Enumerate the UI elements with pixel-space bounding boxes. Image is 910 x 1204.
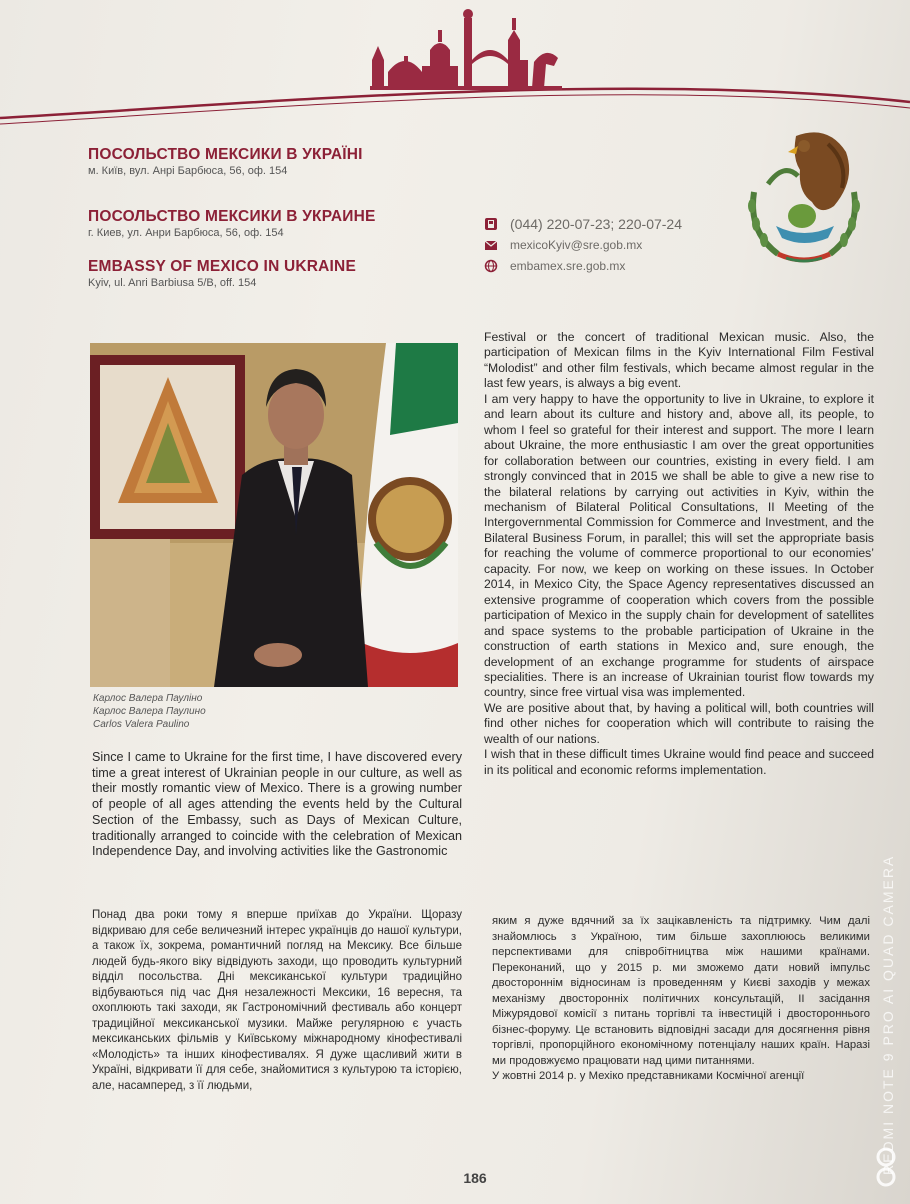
mexico-coat-of-arms-image bbox=[738, 122, 870, 272]
caption-en: Carlos Valera Paulino bbox=[93, 719, 190, 730]
photo-caption bbox=[93, 692, 206, 731]
ukrainian-text-right bbox=[492, 914, 870, 1085]
email-link[interactable]: mexicoKyiv@sre.gob.mx bbox=[510, 238, 643, 252]
english-text-right bbox=[484, 330, 874, 778]
phone-icon bbox=[484, 217, 498, 231]
paragraph: У жовтні 2014 р. у Мехіко представниками Космічної агенції bbox=[492, 1070, 805, 1082]
ambassador-photo bbox=[90, 343, 458, 687]
paragraph: яким я дуже вдячний за їх зацікавленість та підтримку. Чим далі знайомлюсь з Україною, тим більше захоплююсь великими перспективами для співробітництва між нашими країнами. Переконаний, що у 2015 р. ми зможемо дати новий імпульс двостороннім відносинам із проведенням у Києві заходів у межах механізму двосторонніх політичних консультацій, II засідання Міжурядової комісії з питань торгівлі та інвестицій і двостороннього бізнес-форуму. Це встановить відповідні засади для досягнення рівня торгівлі, пропорційного економічному потенціалу наших країн. Наразі ми продовжуємо працювати над цими питаннями. bbox=[492, 915, 870, 1067]
paragraph: I wish that in these difficult times Ukraine would find peace and succeed in its political and economic reforms implementation. bbox=[484, 747, 874, 777]
page-number: 186 bbox=[463, 1170, 487, 1186]
website-row bbox=[484, 256, 682, 276]
ukrainian-text-left bbox=[92, 908, 462, 1094]
paragraph: I am very happy to have the opportunity to live in Ukraine, to explore it and learn about its culture and history and, above all, its people, to whom I feel so grateful for their interest and support. The more I learn about Ukraine, the more enthusiastic I am over the great opportunities for collaboration between our countries, existing in every field. I am strongly convinced that in 2015 we shall be able to give a new rise to the bilateral relations by carrying out activities in Kyiv, within the mechanism of Bilateral Political Consultations, II Meeting of the Intergovernmental Commission for Commerce and Investment, and the Bilateral Business Forum, in parallel; this will set the appropriate basis for reaching the volume of commerce proportional to our economies’ capacity. For now, we keep on working on these issues. In October 2014, in Mexico City, the Space Agency representatives discussed an extensive programme of cooperation which covers from the possible participation of Mexico in the supply chain for development of satellites and space systems to the probable participation of Ukraine in the construction of earth stations in Mexico and, sure enough, the development of an exchange programme for students of airspace specialities. There is an increase of Ukrainian tourist flow towards my country, since free virtual visa was implemented. bbox=[484, 391, 874, 700]
header-skyline-decoration bbox=[0, 0, 910, 130]
paragraph: Festival or the concert of traditional Mexican music. Also, the participation of Mexican films in the Kyiv International Film Festival “Molodist” and other film festivals, which became almost regular in the last few years, is always a big event. bbox=[484, 330, 874, 391]
caption-ru: Карлос Валера Паулино bbox=[93, 706, 206, 717]
embassy-block-en bbox=[88, 258, 356, 289]
website-link[interactable]: embamex.sre.gob.mx bbox=[510, 259, 626, 273]
envelope-icon bbox=[484, 238, 498, 252]
contacts-block bbox=[484, 214, 682, 277]
globe-icon bbox=[484, 259, 498, 273]
embassy-address-ru: г. Киев, ул. Анри Барбюса, 56, оф. 154 bbox=[88, 227, 284, 239]
email-row bbox=[484, 235, 682, 255]
english-text-left bbox=[92, 750, 462, 860]
embassy-address-en: Kyiv, ul. Anri Barbiusa 5/B, off. 154 bbox=[88, 277, 257, 289]
camera-watermark: REDMI NOTE 9 PRO AI QUAD CAMERA bbox=[880, 854, 896, 1175]
embassy-block-ru bbox=[88, 208, 376, 239]
paragraph: Since I came to Ukraine for the first time, I have discovered every time a great interest of Ukrainian people in our culture, as well as their mostly romantic view of Mexico. There is a growing number of people of all ages attending the events held by the Cultural Section of the Embassy, such as Days of Mexican Culture, traditionally arranged to coincide with the celebration of Mexican Independence Day, and involving activities like the Gastronomic bbox=[92, 750, 462, 859]
phone-row bbox=[484, 214, 682, 234]
caption-ua: Карлос Валера Пауліно bbox=[93, 693, 203, 704]
embassy-block-ua bbox=[88, 146, 363, 177]
paragraph: Понад два роки тому я вперше приїхав до України. Щоразу відкриваю для себе величезний інтерес українців до нашої культури, а також їх, зокрема, романтичний погляд на Мексику. Все більше людей будь-якого віку відвідують заходи, що проводить культурний відділ посольства. Дні мексиканської культури традиційно відбуваються під час Дня незалежності Мексики, 16 вересня, та охоплюють такі заходи, як Гастрономічний фестиваль або концерт традиційної мексиканської музики. Майже регулярною є участь мексиканських фільмів у Київському міжнародному кінофестивалі «Молодість» та інших кінофестивалях. Я дуже щасливий жити в Україні, відкривати її для себе, знайомитися з культурою та історією, але, насамперед, з її людьми, bbox=[92, 909, 462, 1092]
camera-logo-icon bbox=[866, 1145, 906, 1190]
embassy-title-ua: ПОСОЛЬСТВО МЕКСИКИ В УКРАЇНІ bbox=[88, 146, 363, 163]
embassy-title-en: EMBASSY OF MEXICO IN UKRAINE bbox=[88, 258, 356, 275]
embassy-address-ua: м. Київ, вул. Анрі Барбюса, 56, оф. 154 bbox=[88, 165, 288, 177]
phone-number: (044) 220-07-23; 220-07-24 bbox=[510, 216, 683, 232]
embassy-title-ru: ПОСОЛЬСТВО МЕКСИКИ В УКРАИНЕ bbox=[88, 208, 376, 225]
paragraph: We are positive about that, by having a political will, both countries will find other niches for cooperation which will contribute to raising the wealth of our nations. bbox=[484, 700, 874, 746]
